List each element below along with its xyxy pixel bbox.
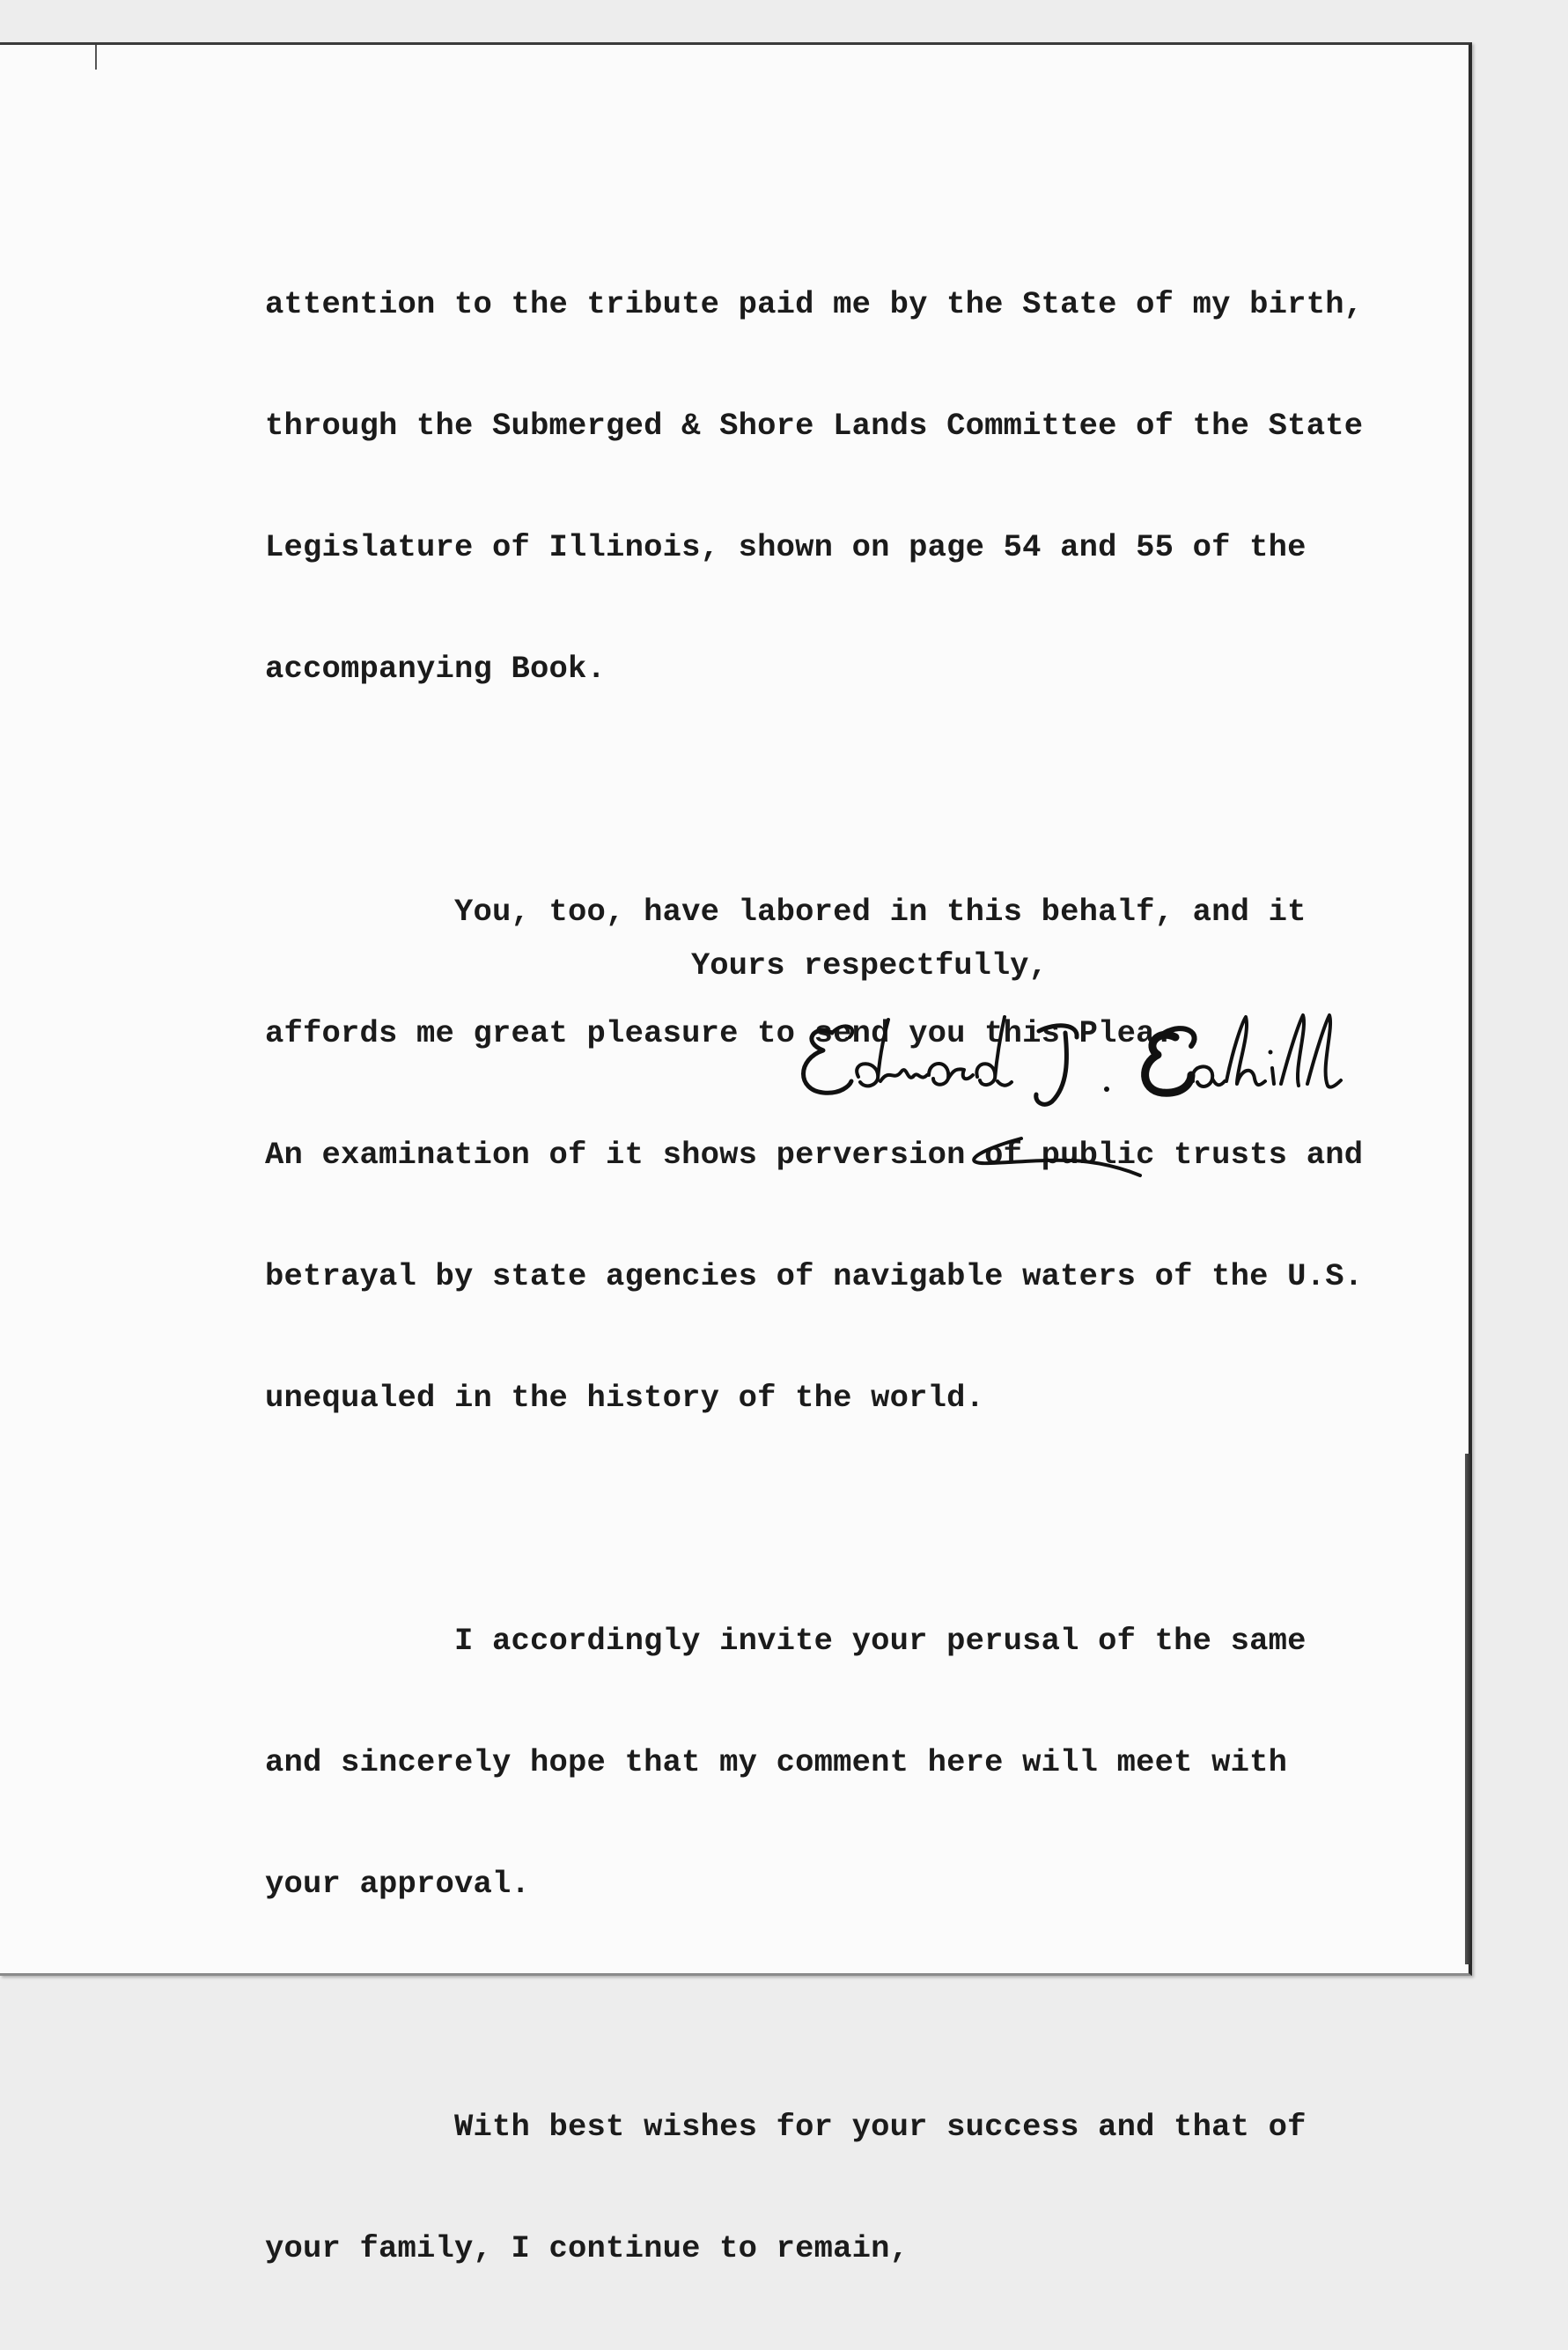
paragraph-4	[265, 2026, 1410, 2350]
paragraph-1	[265, 203, 1410, 770]
letter-page	[0, 42, 1472, 2266]
paragraph-gap	[265, 770, 1410, 811]
paragraph-line: your family, I continue to remain,	[265, 2230, 909, 2266]
paragraph-line: I accordingly invite your perusal of the same	[265, 1623, 1307, 1659]
handwritten-signature	[797, 998, 1466, 1191]
paragraph-line: attention to the tribute paid me by the State of my birth,	[265, 286, 1364, 322]
paragraph-3	[265, 1540, 1410, 1985]
paragraph-line: An examination of it shows perversion of public trusts and	[265, 1137, 1364, 1173]
paragraph-gap	[265, 1499, 1410, 1540]
paragraph-line: accompanying Book.	[265, 651, 607, 687]
page-edge-shadow	[1465, 1454, 1472, 1964]
paragraph-line: You, too, have labored in this behalf, and it	[265, 894, 1307, 930]
paragraph-line: Legislature of Illinois, shown on page 54 and 55 of the	[265, 529, 1307, 565]
paragraph-line: your approval.	[265, 1866, 531, 1902]
paragraph-gap	[265, 1985, 1410, 2026]
paragraph-line: through the Submerged & Shore Lands Committee of the State	[265, 408, 1364, 444]
closing-line: Yours respectfully,	[691, 947, 1048, 983]
paragraph-line: betrayal by state agencies of navigable waters of the U.S.	[265, 1258, 1364, 1294]
paragraph-line: affords me great pleasure to send you this Plea.	[265, 1015, 1174, 1051]
letter-body	[265, 203, 1410, 2350]
page-fold-mark	[95, 45, 97, 70]
paragraph-line: With best wishes for your success and that of	[265, 2109, 1307, 2145]
paragraph-line: and sincerely hope that my comment here will meet with	[265, 1744, 1288, 1780]
signature-drawing	[797, 998, 1466, 1191]
paragraph-line: unequaled in the history of the world.	[265, 1380, 985, 1416]
